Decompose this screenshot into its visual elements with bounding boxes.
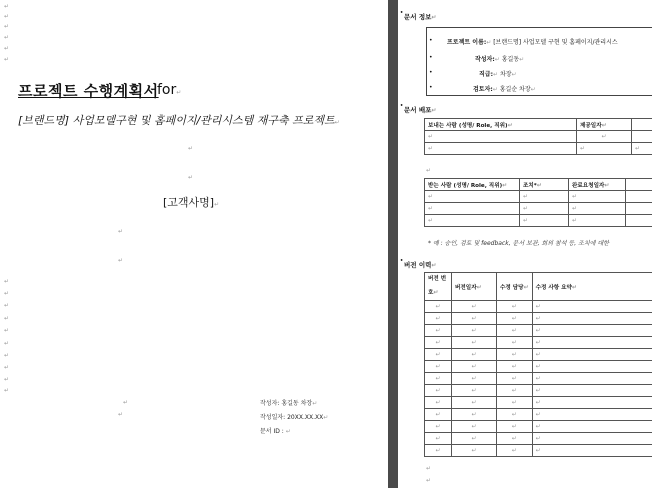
paragraph-mark: ↵ xyxy=(118,257,124,264)
table-cell[interactable]: ↵ xyxy=(532,313,652,325)
sender-table xyxy=(424,118,652,155)
table-cell[interactable]: ↵ xyxy=(452,409,497,421)
table-cell[interactable]: ↵ xyxy=(425,203,520,215)
table-row xyxy=(425,301,652,313)
table-row xyxy=(425,325,652,337)
table-cell[interactable]: ↵ xyxy=(497,433,533,445)
table-cell[interactable]: ↵ xyxy=(425,445,452,457)
paragraph-mark: ↵ xyxy=(4,387,10,394)
paragraph-mark: ↵ xyxy=(426,167,432,174)
table-cell[interactable]: ↵ xyxy=(425,325,452,337)
table-cell[interactable]: ↵ xyxy=(425,313,452,325)
bullet: • xyxy=(429,84,433,91)
paragraph-mark: ↵ xyxy=(188,145,194,152)
paragraph-mark: ↵ xyxy=(4,327,10,334)
table-cell[interactable]: ↵ xyxy=(532,445,652,457)
table-cell[interactable]: ↵ xyxy=(452,373,497,385)
table-cell[interactable]: ↵ xyxy=(569,203,626,215)
table-cell[interactable]: ↵ xyxy=(520,203,569,215)
table-header-row xyxy=(425,273,652,301)
paragraph-mark: ↵ xyxy=(4,340,10,347)
table-cell[interactable]: ↵ xyxy=(497,421,533,433)
table-cell[interactable]: ↵ xyxy=(425,191,520,203)
paragraph-mark: ↵ xyxy=(4,352,10,359)
doc-info-row-reviewer: 검토자:↵ 홍길순 차장↵ xyxy=(473,86,536,93)
cover-subtitle: [브랜드명] 사업모델구현 및 홈페이지/관리시스템 재구축 프로젝트↵ xyxy=(18,114,340,127)
table-cell[interactable]: ↵ xyxy=(425,397,452,409)
table-cell[interactable]: ↵ xyxy=(425,143,577,155)
doc-info-row-author: 작성자:↵ 홍길동↵ xyxy=(475,56,525,63)
table-cell[interactable] xyxy=(626,215,652,227)
table-cell[interactable]: ↵ xyxy=(532,301,652,313)
bullet: • xyxy=(429,54,433,61)
table-cell[interactable]: ↵ xyxy=(497,445,533,457)
paragraph-mark: ↵ xyxy=(4,3,10,10)
table-cell[interactable]: ↵ xyxy=(425,385,452,397)
table-header-row xyxy=(425,119,652,131)
table-cell[interactable]: ↵ xyxy=(577,143,632,155)
paragraph-mark: ↵ xyxy=(4,302,10,309)
table-cell[interactable]: ↵ xyxy=(497,409,533,421)
distribution-heading: • 문서 배포↵ xyxy=(404,105,436,114)
table-row xyxy=(425,421,652,433)
provide-date-header: 제공일자↵ xyxy=(577,119,632,131)
table-cell[interactable]: ↵ xyxy=(532,421,652,433)
table-row xyxy=(425,433,652,445)
table-cell[interactable]: ↵ xyxy=(497,301,533,313)
table-cell[interactable]: ↵ xyxy=(497,313,533,325)
table-row xyxy=(425,385,652,397)
table-cell[interactable]: ↵ xyxy=(532,325,652,337)
table-cell[interactable]: ↵ xyxy=(425,409,452,421)
version-number-header: 버전 번호↵ xyxy=(425,273,452,301)
table-header-row xyxy=(425,179,652,191)
table-cell[interactable]: ↵ xyxy=(452,337,497,349)
table-cell[interactable]: ↵ xyxy=(452,361,497,373)
table-cell[interactable]: ↵ xyxy=(520,191,569,203)
table-cell[interactable]: ↵ xyxy=(425,215,520,227)
table-cell[interactable]: ↵ xyxy=(425,373,452,385)
distribution-note: * 예 : 승인, 검토 및 feedback, 문서 보관, 회의 참석 등, 조치에 대한 xyxy=(428,240,609,247)
table-cell[interactable]: ↵ xyxy=(452,445,497,457)
table-cell[interactable]: ↵ xyxy=(532,433,652,445)
table-cell[interactable]: ↵ xyxy=(532,373,652,385)
table-cell[interactable]: ↵ xyxy=(569,191,626,203)
paragraph-mark: ↵ xyxy=(4,56,10,63)
table-cell[interactable] xyxy=(626,179,652,191)
table-cell[interactable]: ↵ xyxy=(532,349,652,361)
page-gap xyxy=(388,0,398,488)
paragraph-mark: ↵ xyxy=(118,228,124,235)
table-row xyxy=(425,131,652,143)
table-row xyxy=(425,445,652,457)
table-cell[interactable]: ↵ xyxy=(452,433,497,445)
bullet: • xyxy=(429,69,433,76)
table-cell[interactable]: ↵ xyxy=(452,421,497,433)
table-row xyxy=(425,143,652,155)
table-cell[interactable]: ↵ xyxy=(497,349,533,361)
table-cell[interactable]: ↵ xyxy=(452,385,497,397)
table-cell[interactable]: ↵ xyxy=(497,325,533,337)
receiver-table xyxy=(424,178,652,227)
table-cell[interactable]: ↵ xyxy=(569,215,626,227)
table-cell[interactable] xyxy=(632,131,652,143)
cover-author: 작성자: 홍길동 차장↵ xyxy=(260,400,318,407)
table-cell[interactable] xyxy=(632,119,652,131)
table-cell[interactable]: ↵ xyxy=(425,421,452,433)
table-row xyxy=(425,409,652,421)
table-cell[interactable]: ↵ xyxy=(532,337,652,349)
table-row xyxy=(425,215,652,227)
table-row xyxy=(425,191,652,203)
table-cell[interactable]: ↵ xyxy=(577,131,632,143)
table-cell[interactable]: ↵ xyxy=(497,385,533,397)
paragraph-mark: ↵ xyxy=(4,278,10,285)
table-cell[interactable]: ↵ xyxy=(452,349,497,361)
doc-info-row-rank: 직급:↵ 차장↵ xyxy=(479,71,517,78)
cover-title-for: for↵ xyxy=(157,82,182,98)
table-cell[interactable]: ↵ xyxy=(532,361,652,373)
action-header: 조치*↵ xyxy=(520,179,569,191)
paragraph-mark: ↵ xyxy=(4,23,10,30)
doc-info-heading: • 문서 정보↵ xyxy=(404,12,436,21)
doc-info-row-project: 프로젝트 이름:↵ [브랜드명] 사업모델 구현 및 홈페이지/관리시스 xyxy=(447,39,618,46)
table-row xyxy=(425,349,652,361)
table-row xyxy=(425,373,652,385)
due-date-header: 완료요청일자↵ xyxy=(569,179,626,191)
table-cell[interactable]: ↵ xyxy=(425,349,452,361)
table-cell[interactable] xyxy=(626,203,652,215)
table-cell[interactable]: ↵ xyxy=(632,143,652,155)
table-cell[interactable]: ↵ xyxy=(497,337,533,349)
cover-doc-id: 문서 ID : ↵ xyxy=(260,428,291,435)
table-cell[interactable]: ↵ xyxy=(532,397,652,409)
paragraph-mark: ↵ xyxy=(4,13,10,20)
version-history-heading: • 버전 이력↵ xyxy=(404,260,436,269)
sender-header: 보내는 사람 (성명/ Role, 직위)↵ xyxy=(425,119,577,131)
bullet: • xyxy=(429,37,433,44)
table-cell[interactable]: ↵ xyxy=(532,409,652,421)
paragraph-mark: ↵ xyxy=(4,45,10,52)
table-cell[interactable]: ↵ xyxy=(497,373,533,385)
table-row xyxy=(425,361,652,373)
paragraph-mark: ↵ xyxy=(4,364,10,371)
change-summary-header: 수정 사항 요약↵ xyxy=(532,273,652,301)
paragraph-mark: ↵ xyxy=(4,34,10,41)
table-cell[interactable]: ↵ xyxy=(452,313,497,325)
paragraph-mark: ↵ xyxy=(4,315,10,322)
table-cell[interactable]: ↵ xyxy=(452,325,497,337)
receiver-header: 받는 사람 (성명/ Role, 직위)↵ xyxy=(425,179,520,191)
table-row xyxy=(425,203,652,215)
table-cell[interactable]: ↵ xyxy=(452,397,497,409)
cover-client: [고객사명]↵ xyxy=(163,196,220,209)
table-row xyxy=(425,337,652,349)
version-history-table xyxy=(424,272,652,457)
paragraph-mark: ↵ xyxy=(118,411,124,418)
table-cell[interactable] xyxy=(626,191,652,203)
paragraph-mark: ↵ xyxy=(188,174,194,181)
table-cell[interactable]: ↵ xyxy=(532,385,652,397)
table-row xyxy=(425,313,652,325)
table-cell[interactable]: ↵ xyxy=(425,337,452,349)
table-cell[interactable]: ↵ xyxy=(497,397,533,409)
table-row xyxy=(425,397,652,409)
table-cell[interactable]: ↵ xyxy=(425,361,452,373)
paragraph-mark: ↵ xyxy=(123,399,129,406)
version-date-header: 버전일자↵ xyxy=(452,273,497,301)
paragraph-mark: ↵ xyxy=(426,465,432,472)
table-cell[interactable]: ↵ xyxy=(497,361,533,373)
editor-header: 수정 담당↵ xyxy=(497,273,533,301)
document-info-page xyxy=(398,0,652,488)
cover-title: 프로젝트 수행계획서 xyxy=(18,82,159,100)
paragraph-mark: ↵ xyxy=(4,290,10,297)
table-cell[interactable]: ↵ xyxy=(425,433,452,445)
cover-date: 작성일자: 20XX.XX.XX↵ xyxy=(260,414,329,421)
paragraph-mark: ↵ xyxy=(4,376,10,383)
table-cell[interactable]: ↵ xyxy=(452,301,497,313)
doc-info-box xyxy=(426,27,652,96)
table-cell[interactable]: ↵ xyxy=(520,215,569,227)
table-cell[interactable]: ↵ xyxy=(425,301,452,313)
paragraph-mark: ↵ xyxy=(426,477,432,484)
table-cell[interactable]: ↵ xyxy=(425,131,577,143)
